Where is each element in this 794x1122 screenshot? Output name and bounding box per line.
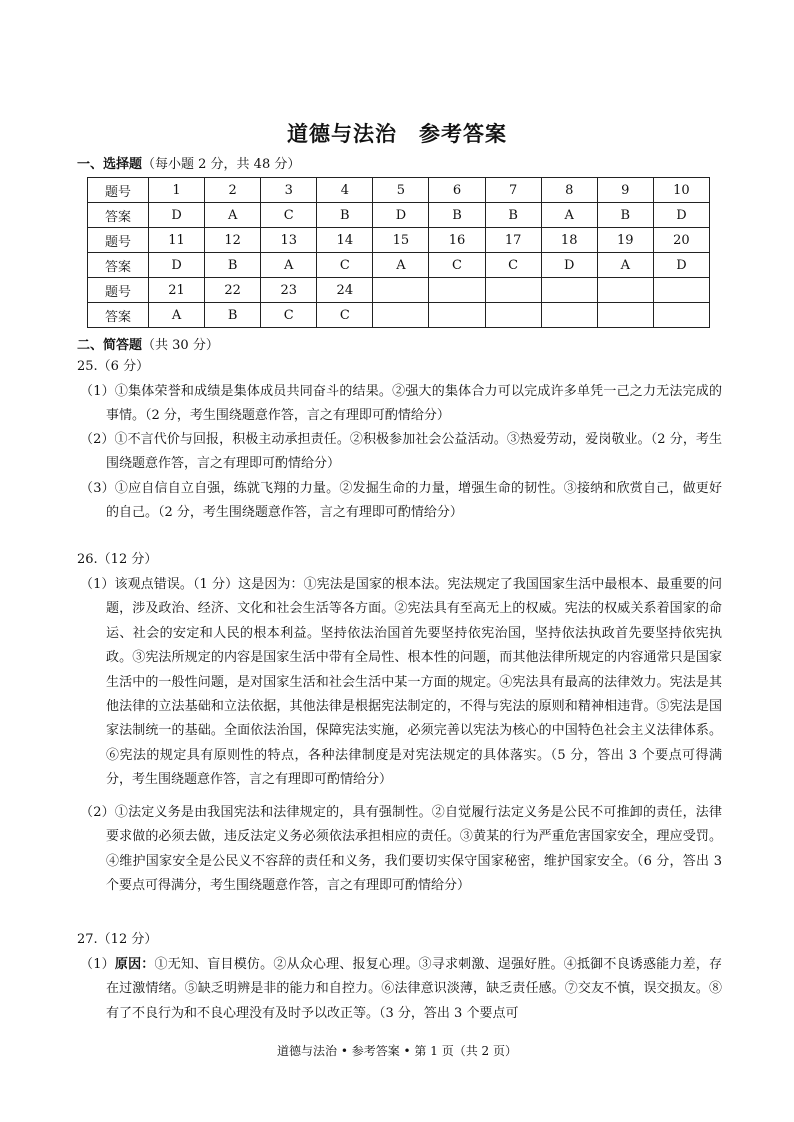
page-footer: 道德与法治 • 参考答案 • 第 1 页（共 2 页） <box>277 1044 517 1058</box>
table-cell: 18 <box>541 228 597 253</box>
title-subject: 道德与法治 <box>287 122 397 146</box>
row-label: 答案 <box>88 303 149 328</box>
table-cell: 17 <box>485 228 541 253</box>
table-cell: A <box>541 203 597 228</box>
table-cell: C <box>485 253 541 278</box>
row-label: 题号 <box>88 228 149 253</box>
table-cell: C <box>317 303 373 328</box>
table-cell: 12 <box>205 228 261 253</box>
q25-part1: （1）①集体荣誉和成绩是集体成员共同奋斗的结果。②强大的集体合力可以完成许多单凭一己之力无法完成的事情。（2 分，考生围绕题意作答，言之有理即可酌情给分） <box>80 384 722 424</box>
table-cell: C <box>317 253 373 278</box>
q27-cause-label: 原因： <box>114 957 155 972</box>
table-cell <box>485 278 541 303</box>
table-cell <box>653 278 709 303</box>
title-answers: 参考答案 <box>419 122 507 146</box>
table-row <box>88 228 710 253</box>
table-cell: 23 <box>261 278 317 303</box>
table-cell: D <box>541 253 597 278</box>
table-cell: 5 <box>373 178 429 203</box>
table-cell: C <box>261 303 317 328</box>
table-cell: B <box>597 203 653 228</box>
q27-number: 27.（12 分） <box>77 932 158 947</box>
table-cell: 16 <box>429 228 485 253</box>
table-cell: D <box>653 203 709 228</box>
table-cell <box>541 303 597 328</box>
q25-number: 25.（6 分） <box>77 359 150 374</box>
table-cell <box>653 303 709 328</box>
table-row <box>88 303 710 328</box>
table-cell: B <box>205 253 261 278</box>
table-cell <box>373 278 429 303</box>
table-cell: A <box>597 253 653 278</box>
table-cell: C <box>429 253 485 278</box>
table-cell: 10 <box>653 178 709 203</box>
table-cell <box>541 278 597 303</box>
table-cell <box>429 303 485 328</box>
table-cell: 22 <box>205 278 261 303</box>
table-cell: 13 <box>261 228 317 253</box>
table-cell <box>597 303 653 328</box>
table-cell: D <box>149 253 205 278</box>
q26-part2: （2）①法定义务是由我国宪法和法律规定的，具有强制性。②自觉履行法定义务是公民不可推卸的责任，法律要求做的必须去做，违反法定义务必须依法承担相应的责任。③黄某的行为严重危害国家安全，理应受罚。④维护国家安全是公民义不容辞的责任和义务，我们要切实保守国家秘密，维护国家安全。（6 分，答出 3 个要点可得满分，考生围绕题意作答，言之有理即可酌情给分） <box>80 805 722 894</box>
q27-part1-text: ①无知、盲目模仿。②从众心理、报复心理。③寻求刺激、逞强好胜。④抵御不良诱惑能力差，存在过激情绪。⑤缺乏明辨是非的能力和自控力。⑥法律意识淡薄，缺乏责任感。⑦交友不慎，误交损友。⑧有了不良行为和不良心理没有及时予以改正等。（3 分，答出 3 个要点可 <box>106 957 722 1021</box>
table-cell: 7 <box>485 178 541 203</box>
table-row <box>88 278 710 303</box>
section1-heading <box>77 156 300 174</box>
row-label: 答案 <box>88 253 149 278</box>
table-cell: A <box>149 303 205 328</box>
table-cell: C <box>261 203 317 228</box>
table-cell: D <box>373 203 429 228</box>
table-cell: 2 <box>205 178 261 203</box>
answer-table <box>87 177 710 328</box>
q25-part2: （2）①不言代价与回报，积极主动承担责任。②积极参加社会公益活动。③热爱劳动，爱岗敬业。（2 分，考生围绕题意作答，言之有理即可酌情给分） <box>80 432 722 472</box>
table-cell <box>429 278 485 303</box>
table-cell: 9 <box>597 178 653 203</box>
table-cell <box>597 278 653 303</box>
table-cell: 8 <box>541 178 597 203</box>
section2-heading <box>77 337 219 355</box>
page-title <box>0 118 794 148</box>
q25-part3: （3）①应自信自立自强，练就飞翔的力量。②发掘生命的力量，增强生命的韧性。③接纳和欣赏自己，做更好的自己。（2 分，考生围绕题意作答，言之有理即可酌情给分） <box>80 481 722 521</box>
table-cell: B <box>485 203 541 228</box>
table-cell: D <box>149 203 205 228</box>
table-cell: B <box>429 203 485 228</box>
table-row <box>88 178 710 203</box>
table-row <box>88 203 710 228</box>
table-cell: 4 <box>317 178 373 203</box>
table-cell <box>373 303 429 328</box>
q27-part1 <box>80 953 722 1026</box>
table-cell: D <box>653 253 709 278</box>
section2-title: 二、简答题 <box>77 338 143 353</box>
row-label: 答案 <box>88 203 149 228</box>
q26-part1: （1）该观点错误。（1 分）这是因为：①宪法是国家的根本法。宪法规定了我国国家生活中最根本、最重要的问题，涉及政治、经济、文化和社会生活等各方面。②宪法具有至高无上的权威。宪法的权威关系着国家的命运、社会的安定和人民的根本利益。坚持依法治国首先要坚持依宪治国，坚持依法执政首先要坚持依宪执政。③宪法所规定的内容是国家生活中带有全局性、根本性的问题，而其他法律所规定的内容通常只是国家生活中的一般性问题，是对国家生活和社会生活中某一方面的规定。④宪法具有最高的法律效力。宪法是其他法律的立法基础和立法依据，其他法律是根据宪法制定的，不得与宪法的原则和精神相违背。⑤宪法是国家法制统一的基础。全面依法治国，保障宪法实施，必须完善以宪法为核心的中国特色社会主义法律体系。⑥宪法的规定具有原则性的特点，各种法律制度是对宪法规定的具体落实。（5 分，答出 3 个要点可得满分，考生围绕题意作答，言之有理即可酌情给分） <box>80 577 722 788</box>
table-cell: A <box>205 203 261 228</box>
table-cell: 24 <box>317 278 373 303</box>
section1-note: （每小题 2 分，共 48 分） <box>142 157 301 172</box>
table-cell: A <box>261 253 317 278</box>
table-cell: 21 <box>149 278 205 303</box>
table-cell <box>485 303 541 328</box>
table-cell: 11 <box>149 228 205 253</box>
table-cell: 3 <box>261 178 317 203</box>
section2-note: （共 30 分） <box>142 338 219 353</box>
row-label: 题号 <box>88 178 149 203</box>
table-cell: 20 <box>653 228 709 253</box>
table-row <box>88 253 710 278</box>
table-cell: B <box>205 303 261 328</box>
q27-part1-prefix: （1） <box>80 957 115 972</box>
table-cell: A <box>373 253 429 278</box>
row-label: 题号 <box>88 278 149 303</box>
q26-number: 26.（12 分） <box>77 552 158 567</box>
table-cell: 15 <box>373 228 429 253</box>
table-cell: 6 <box>429 178 485 203</box>
table-cell: 19 <box>597 228 653 253</box>
table-cell: 14 <box>317 228 373 253</box>
section1-title: 一、选择题 <box>77 157 143 172</box>
table-cell: B <box>317 203 373 228</box>
table-cell: 1 <box>149 178 205 203</box>
